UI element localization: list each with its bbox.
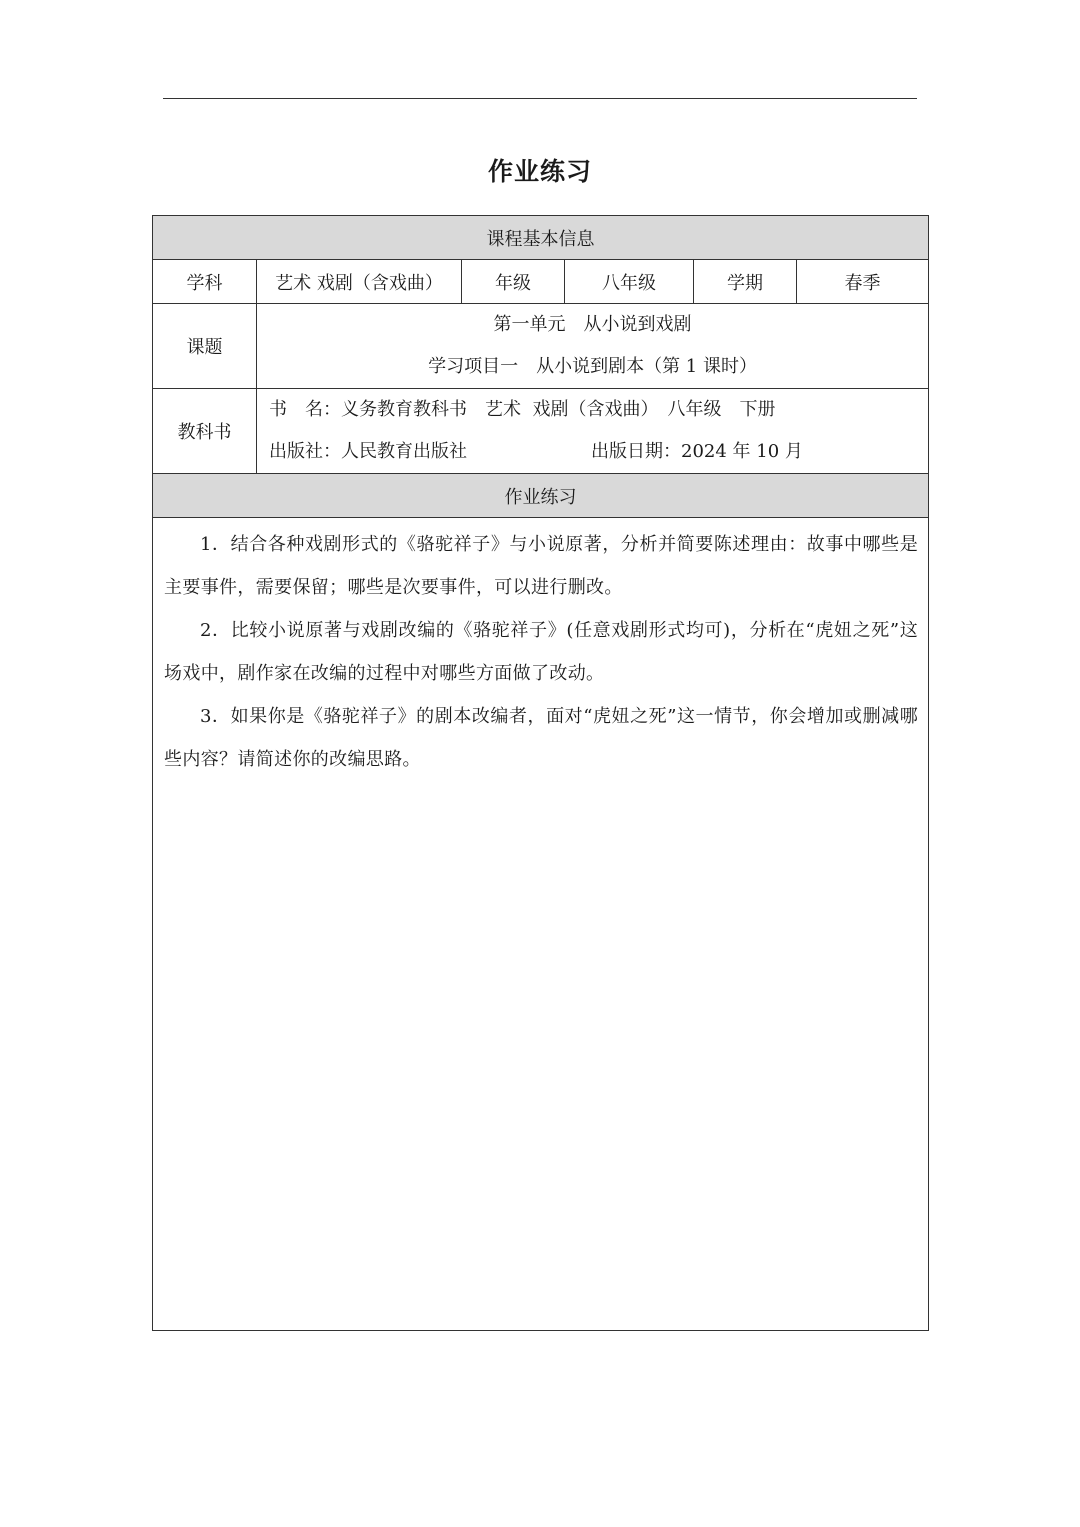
- grade-value: 八年级: [565, 260, 694, 304]
- subject-label: 学科: [153, 260, 257, 304]
- textbook-label: 教科书: [153, 389, 257, 474]
- textbook-publish-line: [269, 431, 928, 473]
- topic-project: 学习项目一 从小说到剧本（第 1 课时）: [428, 356, 757, 377]
- topic-label: 课题: [153, 304, 257, 389]
- section-header-row: [153, 216, 929, 260]
- header-rule: [163, 98, 917, 99]
- course-info-table: [152, 215, 929, 1331]
- textbook-value: [257, 389, 929, 474]
- textbook-publisher: 出版社：人民教育出版社: [269, 441, 467, 462]
- term-value: 春季: [797, 260, 929, 304]
- exercise-item: 3．如果你是《骆驼祥子》的剧本改编者，面对“虎妞之死”这一情节，你会增加或删减哪些内容？请简述你的改编思路。: [164, 706, 919, 770]
- topic-row: [153, 304, 929, 389]
- exercise-item: 2．比较小说原著与戏剧改编的《骆驼祥子》(任意戏剧形式均可)，分析在“虎妞之死”这场戏中，剧作家在改编的过程中对哪些方面做了改动。: [164, 620, 919, 684]
- exercises-content: [153, 518, 929, 1331]
- textbook-publish-date: 出版日期：2024 年 10 月: [591, 441, 803, 462]
- exercise-item: 1．结合各种戏剧形式的《骆驼祥子》与小说原著，分析并简要陈述理由：故事中哪些是主要事件，需要保留；哪些是次要事件，可以进行删改。: [164, 534, 919, 598]
- exercises-row: [153, 518, 929, 1331]
- section-header-row: [153, 474, 929, 518]
- topic-value: [257, 304, 929, 389]
- term-label: 学期: [694, 260, 797, 304]
- subject-row: [153, 260, 929, 304]
- section-header-exercises: 作业练习: [153, 474, 929, 518]
- textbook-title: 书 名：义务教育教科书 艺术 戏剧（含戏曲） 八年级 下册: [269, 399, 776, 420]
- textbook-row: [153, 389, 929, 474]
- page-title: 作业练习: [487, 157, 592, 186]
- subject-value: 艺术 戏剧（含戏曲）: [257, 260, 462, 304]
- grade-label: 年级: [462, 260, 565, 304]
- section-header-course-info: 课程基本信息: [153, 216, 929, 260]
- topic-unit: 第一单元 从小说到戏剧: [493, 314, 692, 335]
